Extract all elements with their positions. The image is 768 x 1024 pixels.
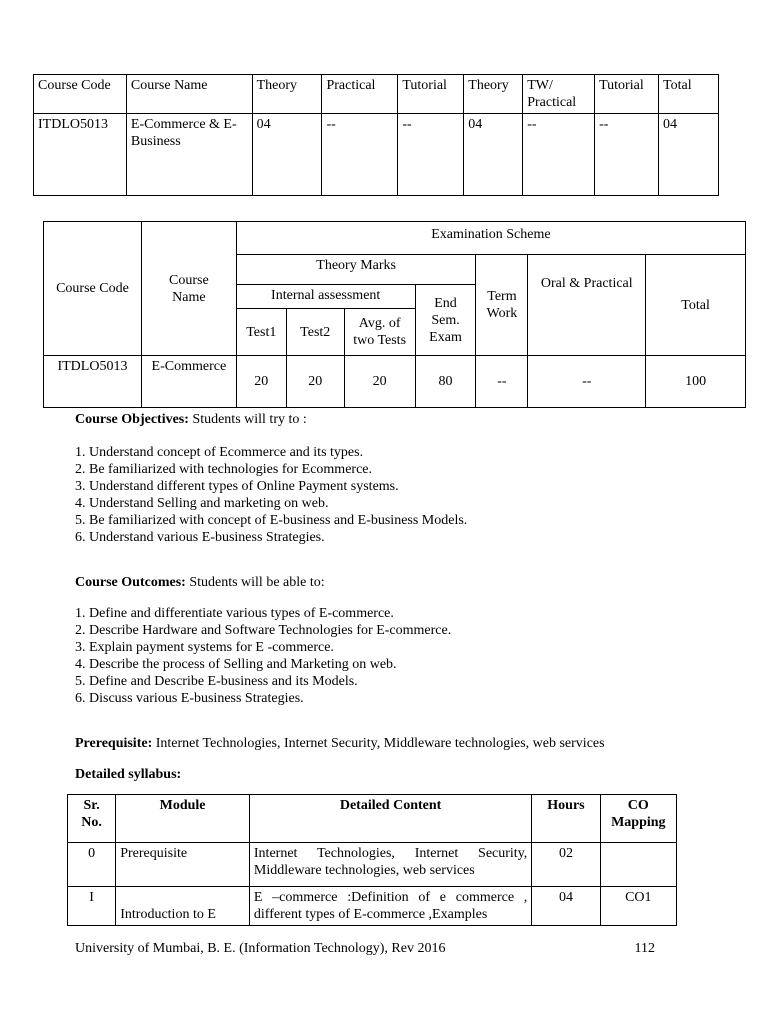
table-cell: E –commerce :Definition of e commerce , different types of E-commerce ,Examples [249,887,531,926]
syllabus-heading: Detailed syllabus: [75,767,182,782]
list-item: 5. Define and Describe E-business and its Models. [75,674,358,689]
table-cell: -- [398,114,464,196]
list-item: 6. Understand various E-business Strategies. [75,530,325,545]
examination-scheme-header: Examination Scheme [236,222,745,255]
header-cell: TW/ Practical [523,75,595,114]
header-cell: Tutorial [595,75,659,114]
table-cell: ITDLO5013 [44,356,142,408]
end-sem-header: End Sem. Exam [415,285,476,356]
table-cell: CO1 [600,887,676,926]
header-cell: Theory [252,75,322,114]
theory-marks-header: Theory Marks [236,255,476,285]
list-item: 6. Discuss various E-business Strategies. [75,691,304,706]
table-header-row [34,75,719,114]
table-cell: E-Commerce [141,356,236,408]
table-cell: 20 [286,356,344,408]
syllabus-table [67,794,677,926]
table-cell: 20 [236,356,286,408]
table-cell: 100 [646,356,746,408]
objectives-heading-line [75,411,467,428]
list-item: 5. Be familiarized with concept of E-business and E-business Models. [75,513,468,528]
objectives-heading: Course Objectives: [75,412,189,427]
table-cell: -- [595,114,659,196]
list-item: 1. Understand concept of Ecommerce and its types. [75,445,364,460]
table-cell: 20 [344,356,415,408]
list-item: 2. Describe Hardware and Software Technologies for E-commerce. [75,623,452,638]
header-cell: CO Mapping [600,795,676,843]
course-code-header: Course Code [44,222,142,356]
header-cell: Total [659,75,719,114]
list-item: 3. Explain payment systems for E -commerce. [75,640,334,655]
table-cell: -- [322,114,398,196]
table-row [34,114,719,196]
list-item: 3. Understand different types of Online Payment systems. [75,479,399,494]
outcomes-heading: Course Outcomes: [75,575,186,590]
objectives-intro: Students will try to : [188,412,307,427]
list-item: 1. Define and differentiate various types of E-commerce. [75,606,394,621]
page-number: 112 [634,941,655,956]
table-cell: 04 [252,114,322,196]
table-cell: 04 [659,114,719,196]
list-item: 2. Be familiarized with technologies for Ecommerce. [75,462,373,477]
page-footer [75,940,655,957]
table-cell: -- [476,356,528,408]
examination-scheme-table [43,221,746,408]
header-cell: Tutorial [398,75,464,114]
table-cell: ITDLO5013 [34,114,127,196]
header-cell: Course Name [126,75,252,114]
table-cell: E-Commerce & E-Business [126,114,252,196]
test2-header: Test2 [286,309,344,356]
table-cell: Prerequisite [116,843,250,887]
header-cell: Theory [464,75,523,114]
table-row [68,843,677,887]
teaching-scheme-table [33,74,719,196]
prerequisite [75,735,605,752]
header-cell: Hours [532,795,600,843]
table-cell: 0 [68,843,116,887]
table-row [68,887,677,926]
table-cell: 02 [532,843,600,887]
table-cell [600,843,676,887]
term-work-header: Term Work [476,255,528,356]
footer-text: University of Mumbai, B. E. (Information Technology), Rev 2016 [75,941,446,956]
table-cell: Internet Technologies, Internet Security, Middleware technologies, web services [249,843,531,887]
table-cell: 04 [464,114,523,196]
outcomes-intro: Students will be able to: [185,575,325,590]
table-cell: 04 [532,887,600,926]
course-name-header [141,222,236,356]
table-cell: I [68,887,116,926]
header-cell: Practical [322,75,398,114]
outcomes-heading-line [75,574,451,591]
syllabus-heading-block [75,766,181,783]
header-cell: Course Code [34,75,127,114]
test1-header: Test1 [236,309,286,356]
total-header: Total [646,255,746,356]
table-row [44,356,746,408]
list-item: 4. Understand Selling and marketing on web. [75,496,329,511]
table-header-row [68,795,677,843]
prerequisite-heading: Prerequisite: [75,736,153,751]
header-cell: Sr. No. [68,795,116,843]
table-cell: 80 [415,356,476,408]
header-cell: Module [116,795,250,843]
table-cell: -- [528,356,646,408]
header-cell: Detailed Content [249,795,531,843]
prerequisite-text: Internet Technologies, Internet Security, Middleware technologies, web services [152,736,605,751]
table-cell: Introduction to E [116,887,250,926]
oral-practical-header: Oral & Practical [528,255,646,356]
list-item: 4. Describe the process of Selling and Marketing on web. [75,657,397,672]
course-name-label: Course Name [169,272,209,305]
course-outcomes [75,574,451,707]
course-objectives [75,411,467,546]
internal-assessment-header: Internal assessment [236,285,415,309]
table-cell: -- [523,114,595,196]
avg-header: Avg. of two Tests [344,309,415,356]
